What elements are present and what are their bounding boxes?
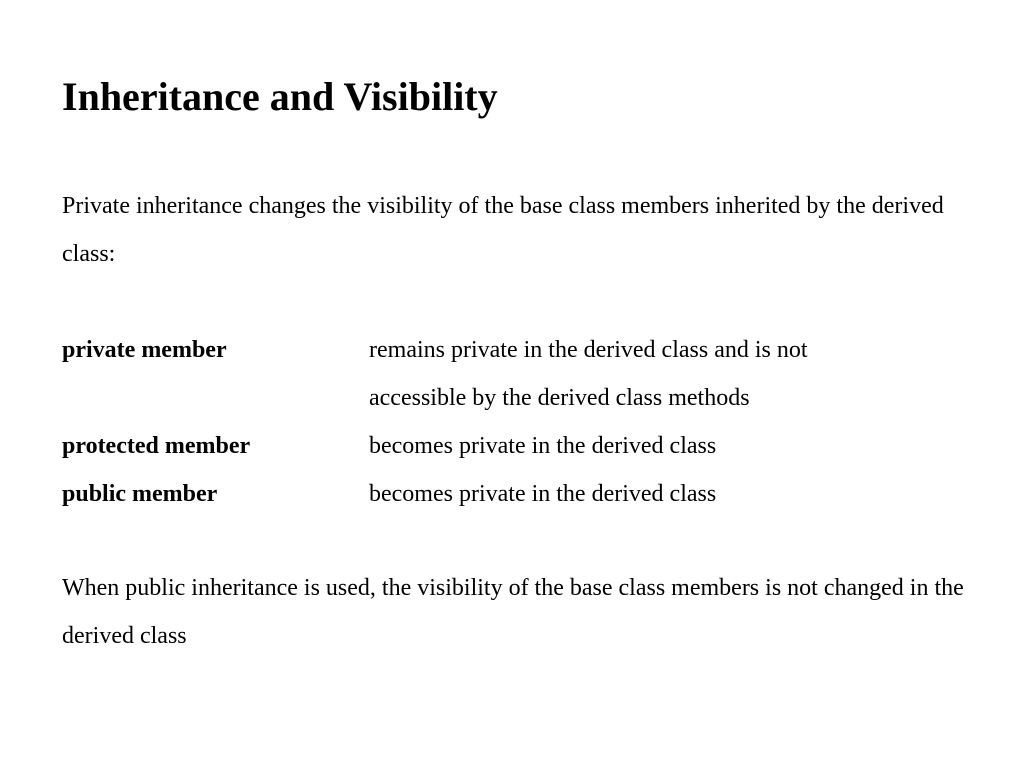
rule-term: public member xyxy=(62,481,218,507)
rule-public-member xyxy=(62,470,982,518)
rule-protected-member xyxy=(62,422,982,470)
rule-description: remains private in the derived class and is not accessible by the derived class methods xyxy=(369,337,808,411)
rule-description: becomes private in the derived class xyxy=(369,481,717,507)
intro-paragraph: Private inheritance changes the visibility of the base class members inherited by the derived class: xyxy=(62,193,944,267)
outro-paragraph: When public inheritance is used, the visibility of the base class members is not changed in the derived class xyxy=(62,575,964,649)
rule-description: becomes private in the derived class xyxy=(369,433,717,459)
slide-title: Inheritance and Visibility xyxy=(62,74,498,119)
rule-term: private member xyxy=(62,337,227,363)
visibility-rules xyxy=(62,326,982,518)
rule-term: protected member xyxy=(62,433,251,459)
rule-private-member xyxy=(62,326,982,422)
